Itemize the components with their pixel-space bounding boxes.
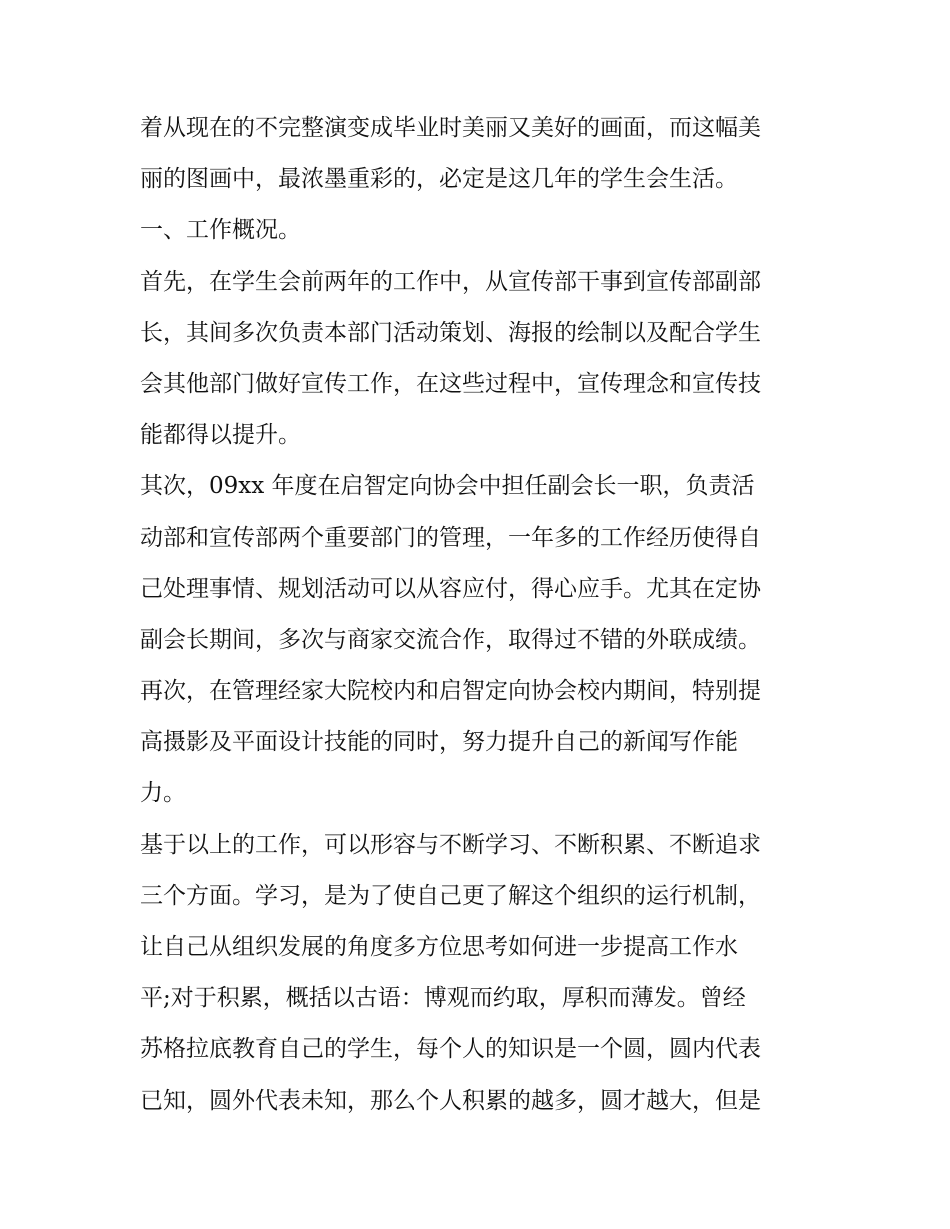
text-line: 平;对于积累，概括以古语：博观而约取，厚积而薄发。曾经: [140, 985, 746, 1012]
text-line: 会其他部门做好宣传工作，在这些过程中，宣传理念和宣传技: [140, 370, 761, 397]
text-line: 长，其间多次负责本部门活动策划、海报的绘制以及配合学生: [140, 319, 761, 346]
text-line: 再次，在管理经家大院校内和启智定向协会校内期间，特别提: [140, 678, 761, 705]
text-line: 其次，09xx 年度在启智定向协会中担任副会长一职，负责活: [140, 473, 755, 500]
text-line: 己处理事情、规划活动可以从容应付，得心应手。尤其在定协: [140, 575, 761, 602]
text-line: 首先，在学生会前两年的工作中，从宣传部干事到宣传部副部: [140, 268, 761, 295]
text-line: 让自己从组织发展的角度多方位思考如何进一步提高工作水: [140, 934, 738, 960]
section-heading: 一、工作概况。: [140, 217, 301, 244]
text-line: 基于以上的工作，可以形容与不断学习、不断积累、不断追求: [140, 831, 761, 858]
text-line: 三个方面。学习，是为了使自己更了解这个组织的运行机制，: [140, 882, 761, 909]
text-line: 动部和宣传部两个重要部门的管理，一年多的工作经历使得自: [140, 524, 761, 551]
text-line: 能都得以提升。: [140, 422, 301, 449]
text-line: 力。: [140, 780, 186, 807]
body-text: [140, 103, 820, 1127]
text-line: 高摄影及平面设计技能的同时，努力提升自己的新闻写作能: [140, 729, 738, 756]
text-line: 丽的图画中，最浓墨重彩的，必定是这几年的学生会生活。: [140, 166, 738, 193]
text-line: 已知，圆外代表未知，那么个人积累的越多，圆才越大，但是: [140, 1087, 761, 1114]
text-line: 着从现在的不完整演变成毕业时美丽又美好的画面，而这幅美: [140, 115, 761, 141]
text-line: 苏格拉底教育自己的学生，每个人的知识是一个圆，圆内代表: [140, 1036, 761, 1063]
text-line: 副会长期间，多次与商家交流合作，取得过不错的外联成绩。: [140, 626, 761, 653]
